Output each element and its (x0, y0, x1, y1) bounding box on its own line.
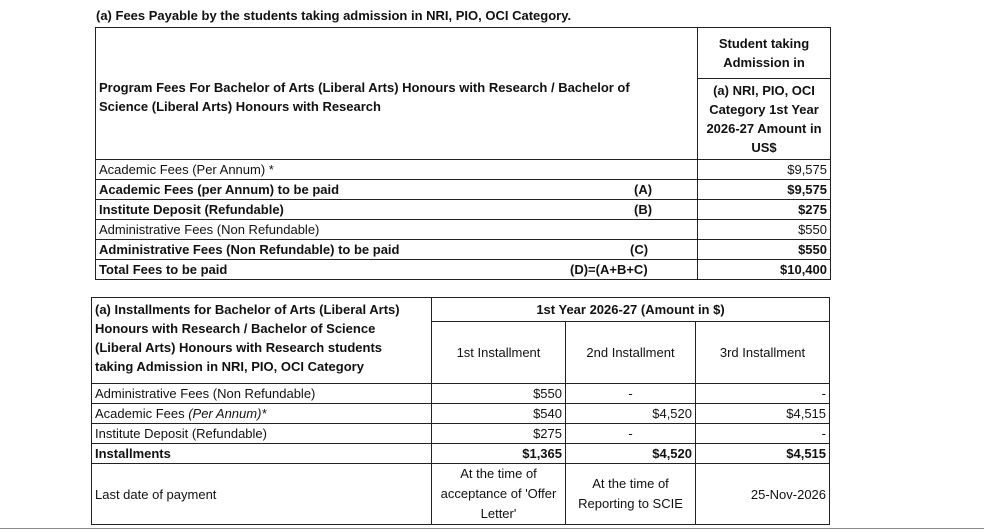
row-tag: (A) (634, 182, 653, 197)
table-row (96, 240, 831, 260)
row-value: $275 (432, 424, 566, 444)
row-value: $550 (432, 384, 566, 404)
row-label: Administrative Fees (Non Refundable) (99, 222, 320, 237)
row-tag: (B) (634, 202, 653, 217)
installments-title: (a) Installments for Bachelor of Arts (Liberal Arts) Honours with Research / Bachelor of Science (Liberal Arts) Honours with Research students taking Admission in NRI, PIO, OCI Category (95, 302, 400, 374)
row-amount: $9,575 (787, 182, 827, 197)
row-label (92, 404, 432, 424)
row-label: Administrative Fees (Non Refundable) (92, 384, 432, 404)
column-header-bottom: (a) NRI, PIO, OCI Category 1st Year 2026-27 Amount in US$ (706, 83, 822, 155)
installment-header-2: 2nd Installment (566, 322, 696, 384)
row-label: Institute Deposit (Refundable) (99, 202, 284, 217)
row-label-italic: (Per Annum)* (188, 406, 267, 421)
row-amount: $9,575 (787, 162, 827, 177)
column-header-cell (698, 28, 831, 160)
table-row (96, 180, 831, 200)
row-value: - (696, 384, 830, 404)
row-label-text: Academic Fees (95, 406, 189, 421)
row-label: Academic Fees (Per Annum) * (99, 162, 274, 177)
row-value: $4,520 (566, 444, 696, 464)
row-tag: (D)=(A+B+C) (570, 262, 648, 277)
row-value: - (696, 424, 830, 444)
last-date-value: 25-Nov-2026 (696, 464, 830, 525)
last-date-value: At the time of acceptance of 'Offer Letter' (432, 464, 566, 525)
row-amount: $550 (798, 242, 827, 257)
row-value: $4,520 (566, 404, 696, 424)
fees-table (95, 27, 831, 280)
table-row (92, 464, 830, 525)
last-date-label: Last date of payment (92, 464, 432, 525)
table-row (92, 444, 830, 464)
table-row (92, 384, 830, 404)
row-value: $4,515 (696, 404, 830, 424)
row-amount: $275 (798, 202, 827, 217)
table-row (92, 424, 830, 444)
row-label: Installments (92, 444, 432, 464)
row-label: Administrative Fees (Non Refundable) to be paid (99, 242, 400, 257)
installments-title-cell (92, 298, 432, 384)
table-row (96, 200, 831, 220)
row-amount: $10,400 (780, 262, 827, 277)
program-label: Program Fees For Bachelor of Arts (Liberal Arts) Honours with Research / Bachelor of Science (Liberal Arts) Honours with Research (99, 79, 630, 114)
year-header: 1st Year 2026-27 (Amount in $) (432, 298, 830, 322)
table-row (96, 220, 831, 240)
row-amount: $550 (798, 222, 827, 237)
installment-header-1: 1st Installment (432, 322, 566, 384)
installments-table (91, 297, 830, 525)
row-value: - (566, 424, 696, 444)
row-label: Institute Deposit (Refundable) (92, 424, 432, 444)
table-row (92, 404, 830, 424)
row-label: Academic Fees (per Annum) to be paid (99, 182, 340, 197)
row-value: - (566, 384, 696, 404)
table-row (96, 160, 831, 180)
last-date-value: At the time of Reporting to SCIE (566, 464, 696, 525)
row-value: $540 (432, 404, 566, 424)
program-label-cell (96, 28, 698, 160)
row-value: $1,365 (432, 444, 566, 464)
column-header-top: Student taking Admission in (698, 28, 830, 79)
installment-header-3: 3rd Installment (696, 322, 830, 384)
row-value: $4,515 (696, 444, 830, 464)
row-tag: (C) (630, 242, 649, 257)
bottom-edge-line (0, 528, 984, 529)
table-row (96, 260, 831, 280)
page-heading: (a) Fees Payable by the students taking admission in NRI, PIO, OCI Category. (96, 8, 572, 23)
row-label: Total Fees to be paid (99, 262, 228, 277)
